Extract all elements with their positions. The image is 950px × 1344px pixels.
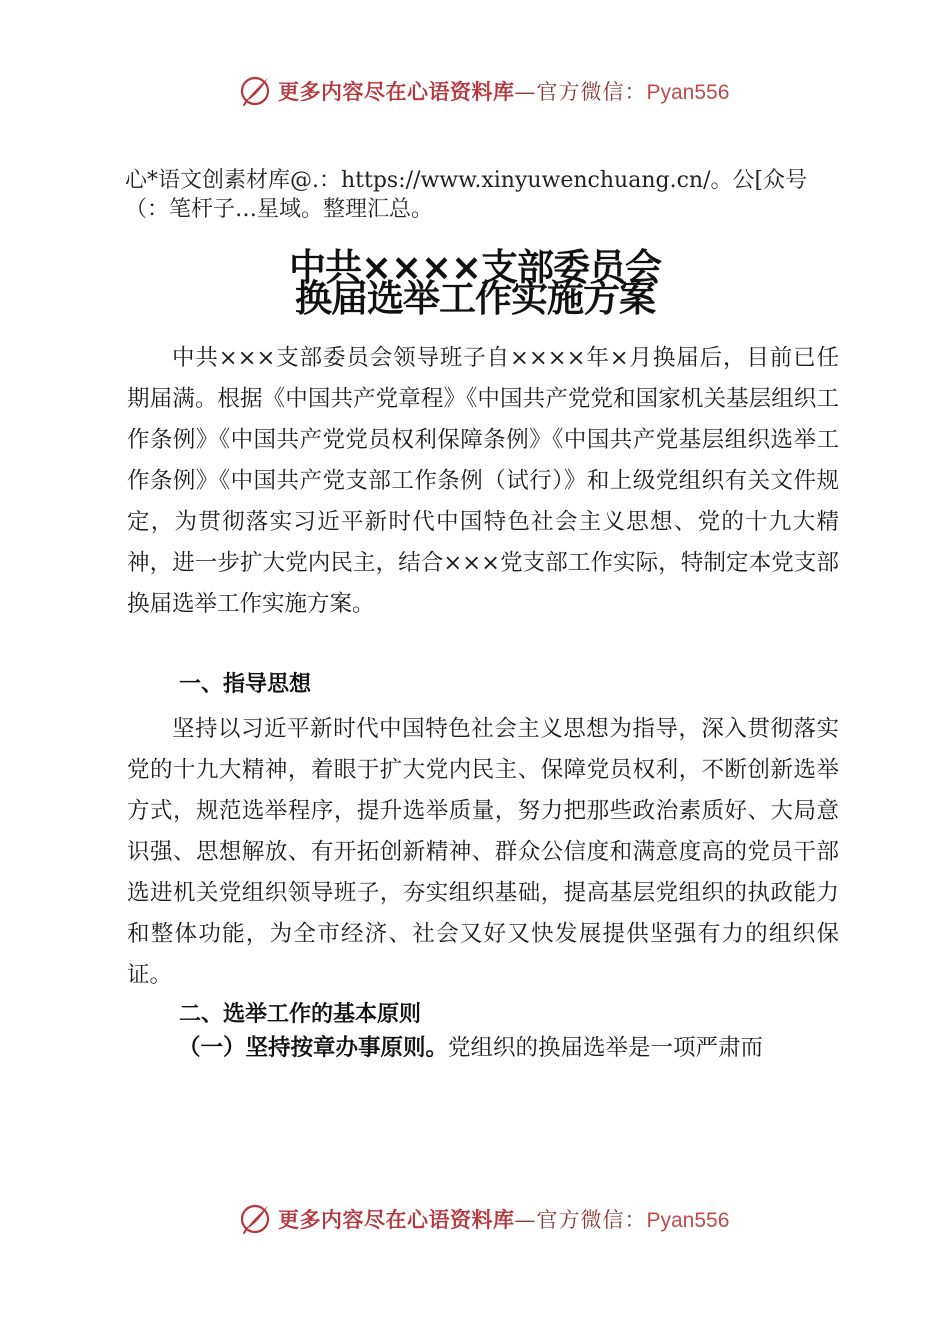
document-title-line2: 换届选举工作实施方案 [295, 277, 655, 320]
watermark-sub-text: —官方微信： [514, 80, 647, 104]
watermark-sub-text: —官方微信： [514, 1208, 647, 1232]
watermark-wechat-id: Pyan556 [646, 1209, 730, 1232]
header-watermark [0, 72, 950, 112]
quill-pen-logo-icon [238, 1202, 272, 1236]
watermark-text [278, 1200, 729, 1240]
section2-item1-text: 党组织的换届选举是一项严肃而 [448, 1035, 764, 1061]
watermark-wechat-id: Pyan556 [646, 81, 730, 104]
source-line: 心*语文创素材库@.：https://www.xinyuwenchuang.cn/。公[众号（：笔杆子…星域。整理汇总。 [125, 168, 808, 222]
watermark-main-text: 更多内容尽在心语资料库 [278, 1207, 515, 1232]
section1-paragraph: 坚持以习近平新时代中国特色社会主义思想为指导，深入贯彻落实党的十九大精神，着眼于扩大党内民主、保障党员权利，不断创新选举方式，规范选举程序，提升选举质量，努力把那些政治素质好、大局意识强、思想解放、有开拓创新精神、群众公信度和满意度高的党员干部选进机关党组织领导班子，夯实组织基础，提高基层党组织的执政能力和整体功能，为全市经济、社会又好又快发展提供坚强有力的组织保证。 [127, 716, 839, 988]
section2-item1 [178, 1028, 848, 1069]
watermark-text [278, 72, 729, 112]
section1-heading: 一、指导思想 [179, 672, 312, 697]
watermark-main-text: 更多内容尽在心语资料库 [278, 79, 515, 104]
section2-item1-lead: （一）坚持按章办事原则。 [178, 1035, 449, 1061]
document-title-line1: 中共××××支部委员会 [288, 246, 661, 289]
intro-paragraph: 中共×××支部委员会领导班子自××××年×月换届后，目前已任期届满。根据《中国共产党章程》《中国共产党党和国家机关基层组织工作条例》《中国共产党党员权利保障条例》《中国共产党基层组织选举工作条例》《中国共产党支部工作条例（试行）》和上级党组织有关文件规定，为贯彻落实习近平新时代中国特色社会主义思想、党的十九大精神，进一步扩大党内民主，结合×××党支部工作实际，特制定本党支部换届选举工作实施方案。 [127, 345, 839, 617]
footer-watermark [0, 1200, 950, 1240]
quill-pen-logo-icon [238, 74, 272, 108]
section2-heading: 二、选举工作的基本原则 [179, 1002, 422, 1027]
